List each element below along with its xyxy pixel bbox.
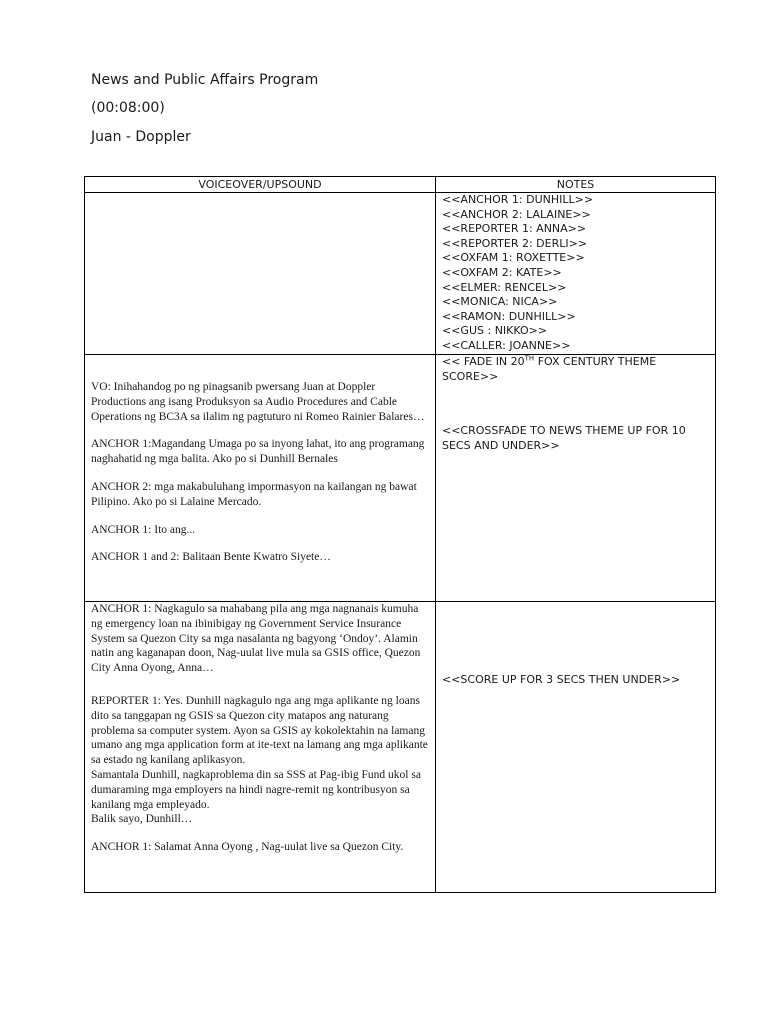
voiceover-cell-empty — [85, 193, 436, 355]
table-row — [85, 602, 716, 893]
table-row — [85, 193, 716, 355]
script-table — [84, 176, 716, 893]
voiceover-anchor1-greeting: ANCHOR 1:Magandang Umaga po sa inyong lahat, ito ang programang naghahatid ng mga balita. Ako po si Dunhill Bernales — [91, 438, 425, 466]
cast-item: <<OXFAM 1: ROXETTE>> — [442, 251, 585, 265]
cast-item: <<ANCHOR 1: DUNHILL>> — [442, 193, 594, 206]
voiceover-cell — [85, 602, 436, 893]
voiceover-anchors-tagline: ANCHOR 1 and 2: Balitaan Bente Kwatro Siyete… — [91, 551, 331, 564]
program-credit: Juan - Doppler — [91, 129, 191, 145]
cast-item: <<MONICA: NICA>> — [442, 295, 558, 309]
voiceover-anchor2-greeting: ANCHOR 2: mga makabuluhang impormasyon na kailangan ng bawat Pilipino. Ako po si Lalaine Mercado. — [91, 480, 417, 508]
notes-cell — [436, 602, 716, 893]
voiceover-reporter1-report: REPORTER 1: Yes. Dunhill nagkagulo nga ang mga aplikante ng loans dito sa tanggapan ng GSIS sa Quezon city matapos ang naturang problema sa computer system. Ayon sa GSIS ay kokolektahin na lamang umano ang mga application form at ite-text na lamang ang mga aplikante sa estado ng kanilang aplikasyon. — [91, 694, 428, 767]
voiceover-anchor1-story: ANCHOR 1: Nagkagulo sa mahabang pila ang mga nagnanais kumuha ng emergency loan na ibinibigay ng Government Service Insurance System sa Quezon City sa mga nasalanta ng bagyong ‘Ondoy’. Alamin natin ang kaganapan doon, Nag-uulat live mula sa GSIS office, Quezon City Anna Oyong, Anna… — [91, 603, 421, 675]
program-duration: (00:08:00) — [91, 100, 165, 116]
voiceover-cell — [85, 355, 436, 602]
cast-item: <<ELMER: RENCEL>> — [442, 280, 567, 294]
voiceover-anchor1-closing: ANCHOR 1: Salamat Anna Oyong , Nag-uulat live sa Quezon City. — [91, 841, 404, 854]
note-crossfade: <<CROSSFADE TO NEWS THEME UP FOR 10 SECS AND UNDER>> — [442, 424, 690, 452]
cast-list-cell — [436, 193, 716, 355]
voiceover-reporter1-signoff: Balik sayo, Dunhill… — [91, 813, 193, 826]
cast-item: <<ANCHOR 2: LALAINE>> — [442, 207, 591, 221]
cast-item: <<GUS : NIKKO>> — [442, 324, 548, 338]
voiceover-anchor1-line: ANCHOR 1: Ito ang... — [91, 523, 196, 536]
notes-cell — [436, 355, 716, 602]
cast-item: <<REPORTER 2: DERLI>> — [442, 236, 588, 250]
program-title: News and Public Affairs Program — [91, 72, 319, 88]
voiceover-reporter1-followup: Samantala Dunhill, nagkaproblema din sa SSS at Pag-ibig Fund ukol sa dumaraming mga employers na hindi nagre-remit ng kontribusyon sa kanilang mga empleyado. — [91, 768, 421, 811]
table-header-row — [85, 177, 716, 193]
column-header-voiceover: VOICEOVER/UPSOUND — [85, 177, 436, 193]
cast-item: <<REPORTER 1: ANNA>> — [442, 222, 587, 236]
table-row — [85, 355, 716, 602]
voiceover-intro: VO: Inihahandog po ng pinagsanib pwersang Juan at Doppler Productions ang isang Produksyon sa Audio Procedures and Cable Operations ng BC3A sa ilalim ng pagtuturo ni Romeo Rainier Balares… — [91, 381, 425, 423]
note-fade-in: << FADE IN 20TH FOX CENTURY THEME SCORE>> — [442, 354, 660, 383]
cast-item: <<CALLER: JOANNE>> — [442, 338, 571, 352]
cast-item: <<RAMON: DUNHILL>> — [442, 309, 576, 323]
column-header-notes: NOTES — [436, 177, 716, 193]
cast-item: <<OXFAM 2: KATE>> — [442, 265, 562, 279]
note-score-up: <<SCORE UP FOR 3 SECS THEN UNDER>> — [442, 673, 681, 686]
